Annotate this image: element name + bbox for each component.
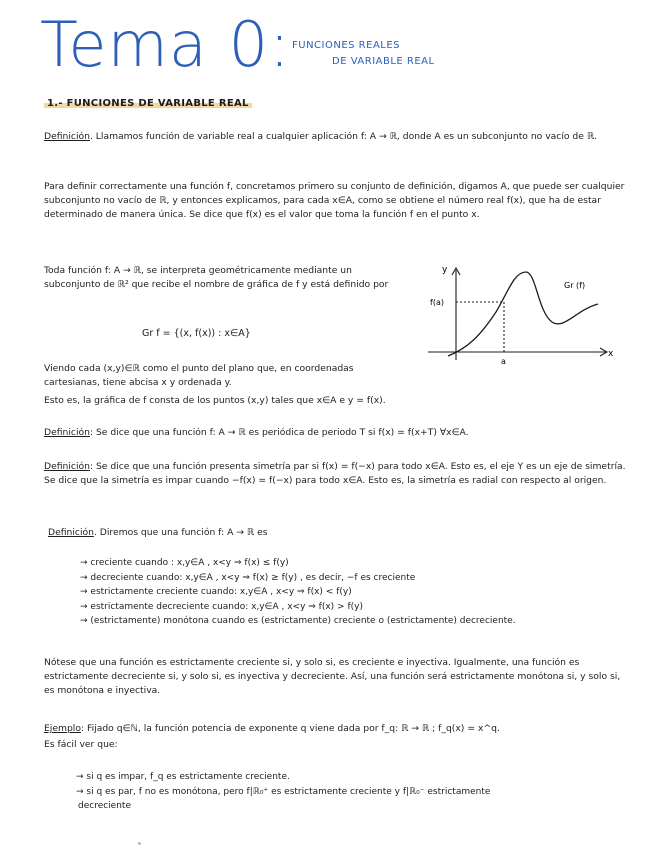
definition-2-text: : Se dice que una función f: A → ℝ es periódica de periodo T si f(x) = f(x+T) ∀x∈A. xyxy=(89,427,469,438)
page-subtitle-line2: DE VARIABLE REAL xyxy=(332,56,435,67)
list-item: → estrictamente creciente cuando: x,y∈A , x<y ⇒ f(x) < f(y) xyxy=(80,587,352,597)
list-item: → si q es par, f no es monótona, pero f|ℝ₀⁺ es estrictamente creciente y f|ℝ₀⁻ estrictamente xyxy=(76,786,491,797)
example-facil: Es fácil ver que: xyxy=(44,739,118,750)
list-item: decreciente xyxy=(78,801,131,811)
paragraph-notese: Nótese que una función es estrictamente creciente si, y solo si, es creciente e inyectiva. Igualmente, una función es estrictamente decreciente si, y solo si, es inyectiva y decreciente. Así, una función será estrictamente monótona si, y solo si, es monótona e inyectiva. xyxy=(44,657,621,696)
definition-4-text: . Diremos que una función f: A → ℝ es xyxy=(93,527,268,538)
y-axis-label: y xyxy=(442,265,448,275)
definition-1 xyxy=(44,130,630,144)
list-item: → si q es impar, f_q es estrictamente creciente. xyxy=(76,772,290,782)
list-item: → decreciente cuando: x,y∈A , x<y ⇒ f(x) ≥ f(y) , es decir, −f es creciente xyxy=(80,572,416,583)
example-text: : Fijado q∈ℕ, la función potencia de exponente q viene dada por f_q: ℝ → ℝ ; f_q(x) = x^q. xyxy=(80,723,500,734)
list-item: → creciente cuando : x,y∈A , x<y ⇒ f(x) ≤ f(y) xyxy=(80,558,289,568)
list-item: → estrictamente decreciente cuando: x,y∈A , x<y ⇒ f(x) > f(y) xyxy=(80,601,363,612)
definition-2-label: Definición xyxy=(44,427,90,438)
definition-3-label: Definición xyxy=(44,461,90,472)
a-label: a xyxy=(501,357,506,366)
definition-3-text: : Se dice que una función presenta simetría par si f(x) = f(−x) para todo x∈A. Esto es, el eje Y es un eje de simetría. Se dice que la simetría es impar cuando −f(x) = f(−x) para todo x∈A. Esto es, la simetría es radial con respecto al origen. xyxy=(44,461,626,486)
stray-dot xyxy=(138,842,141,845)
list-item: → (estrictamente) monótona cuando es (estrictamente) creciente o (estrictamente) decreciente. xyxy=(80,616,516,626)
paragraph-puntos-grafica: Esto es, la gráfica de f consta de los puntos (x,y) tales que x∈A e y = f(x). xyxy=(44,395,386,406)
page-subtitle-line1: FUNCIONES REALES xyxy=(292,40,401,51)
paragraph-definir-funcion: Para definir correctamente una función f, concretamos primero su conjunto de definición, digamos A, que puede ser cualquier subconjunto no vacío de ℝ, y entonces explicamos, para cada x∈A, como se obtiene el número real f(x), que ha de estar determinado de manera única. Se dice que f(x) es el valor que toma la función f en el punto x. xyxy=(44,181,625,220)
definition-4-label: Definición xyxy=(48,527,94,538)
page-title: Tema 0: xyxy=(40,8,291,81)
definition-monotonia xyxy=(48,526,634,540)
curve-label: Gr (f) xyxy=(564,281,586,290)
graph-set-formula: Gr f = {(x, f(x)) : x∈A} xyxy=(142,328,251,339)
example-potencia xyxy=(44,722,630,736)
monotonia-list xyxy=(80,556,516,629)
function-graph xyxy=(418,260,618,368)
definition-periodica xyxy=(44,426,630,440)
x-axis-label: x xyxy=(608,349,614,359)
paragraph-coordenadas: Viendo cada (x,y)∈ℝ como el punto del plano que, en coordenadas cartesianas, tiene abcisa x y ordenada y. xyxy=(44,363,354,388)
section-heading: 1.- FUNCIONES DE VARIABLE REAL xyxy=(44,98,252,109)
definition-simetria xyxy=(44,460,630,488)
definition-1-label: Definición xyxy=(44,131,90,142)
example-list xyxy=(76,770,490,814)
example-label: Ejemplo xyxy=(44,723,81,734)
fa-label: f(a) xyxy=(430,298,444,307)
paragraph-grafica: Toda función f: A → ℝ, se interpreta geométricamente mediante un subconjunto de ℝ² que recibe el nombre de gráfica de f y está definido por xyxy=(44,265,389,290)
definition-1-text: . Llamamos función de variable real a cualquier aplicación f: A → ℝ, donde A es un subconjunto no vacío de ℝ. xyxy=(89,131,598,142)
